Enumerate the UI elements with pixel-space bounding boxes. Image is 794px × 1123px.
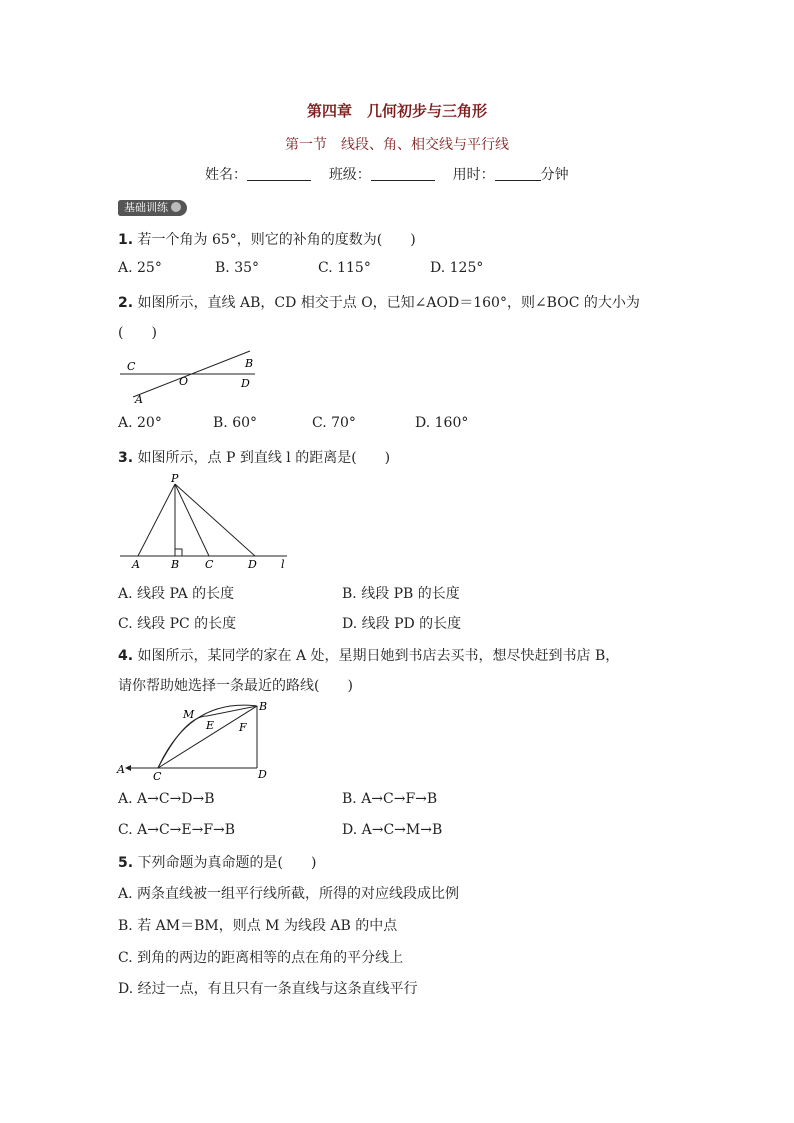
option[interactable]: D. 线段 PD 的长度: [342, 616, 462, 632]
label-p: P: [171, 472, 179, 485]
badge-icon: [171, 202, 181, 212]
label-b: B: [245, 357, 254, 370]
option[interactable]: D. 125°: [430, 260, 484, 276]
label-c: C: [127, 360, 136, 373]
name-label: 姓名：: [205, 167, 247, 183]
question-number: 3.: [118, 450, 134, 466]
label-m: M: [183, 708, 195, 721]
label-b: B: [171, 558, 180, 571]
label-d: D: [241, 377, 250, 390]
label-c: C: [205, 558, 214, 571]
figure-route-map: [115, 698, 275, 783]
arrow-icon: [125, 765, 131, 771]
segment-pa: [138, 484, 175, 556]
class-blank[interactable]: [371, 166, 435, 181]
option[interactable]: B. A→C→F→B: [342, 791, 438, 807]
question-text: 若一个角为 65°，则它的补角的度数为( ): [137, 232, 416, 248]
option[interactable]: D. A→C→M→B: [342, 822, 443, 838]
option[interactable]: C. 70°: [312, 415, 356, 431]
time-label: 用时：: [452, 167, 495, 183]
option[interactable]: D. 经过一点，有且只有一条直线与这条直线平行: [118, 981, 418, 997]
question-4: [118, 645, 619, 665]
option[interactable]: A. 20°: [118, 415, 162, 431]
option[interactable]: A. A→C→D→B: [118, 791, 215, 807]
figure-intersecting-lines: [115, 345, 260, 405]
question-number: 4.: [118, 648, 134, 664]
label-a: A: [117, 763, 125, 776]
question-4-line-2: 请你帮助她选择一条最近的路线( ): [118, 678, 353, 694]
question-text: 如图所示，某同学的家在 A 处，星期日她到书店去买书，想尽快赶到书店 B，: [137, 648, 620, 664]
question-1: [118, 229, 416, 249]
label-o: O: [179, 375, 189, 388]
option[interactable]: A. 线段 PA 的长度: [118, 586, 235, 602]
name-blank[interactable]: [247, 166, 311, 181]
segment-pc: [175, 484, 209, 556]
question-number: 2.: [118, 295, 134, 311]
chapter-title: 第四章 几何初步与三角形: [306, 102, 487, 120]
road-cb: [158, 706, 257, 768]
label-a: A: [135, 393, 143, 405]
option[interactable]: B. 35°: [215, 260, 260, 276]
question-text: 如图所示，点 P 到直线 l 的距离是( ): [137, 450, 391, 466]
question-text: 如图所示，直线 AB，CD 相交于点 O，已知∠AOD＝160°，则∠BOC 的大小为: [137, 295, 640, 311]
option[interactable]: C. 线段 PC 的长度: [118, 616, 237, 632]
label-c: C: [153, 770, 162, 783]
option[interactable]: B. 60°: [213, 415, 258, 431]
option[interactable]: D. 160°: [415, 415, 469, 431]
question-3: [118, 447, 390, 467]
option[interactable]: C. 到角的两边的距离相等的点在角的平分线上: [118, 950, 404, 966]
student-info-line: [205, 164, 569, 184]
option[interactable]: B. 若 AM＝BM，则点 M 为线段 AB 的中点: [118, 918, 398, 934]
basic-training-badge: [118, 200, 187, 216]
question-2: [118, 292, 640, 312]
label-b: B: [259, 700, 268, 713]
label-d: D: [258, 768, 267, 781]
segment-pd: [175, 484, 255, 556]
option[interactable]: B. 线段 PB 的长度: [342, 586, 460, 602]
time-blank[interactable]: [495, 166, 541, 181]
question-2-paren: ( ): [118, 325, 157, 341]
label-l: l: [281, 558, 285, 571]
label-e: E: [206, 719, 215, 732]
question-number: 5.: [118, 855, 134, 871]
option[interactable]: C. A→C→E→F→B: [118, 822, 236, 838]
label-d: D: [248, 558, 257, 571]
right-angle-mark: [175, 549, 182, 556]
time-unit: 分钟: [540, 167, 569, 183]
question-text: 下列命题为真命题的是( ): [137, 855, 317, 871]
option[interactable]: C. 115°: [318, 260, 371, 276]
question-number: 1.: [118, 232, 134, 248]
question-5: [118, 852, 316, 872]
label-f: F: [239, 721, 247, 734]
option[interactable]: A. 两条直线被一组平行线所截，所得的对应线段成比例: [118, 886, 460, 902]
class-label: 班级：: [328, 167, 371, 183]
figure-point-to-line: [115, 472, 295, 572]
section-title: 第一节 线段、角、相交线与平行线: [285, 137, 509, 153]
label-a: A: [132, 558, 140, 571]
option[interactable]: A. 25°: [118, 260, 162, 276]
badge-label: 基础训练: [124, 201, 168, 214]
